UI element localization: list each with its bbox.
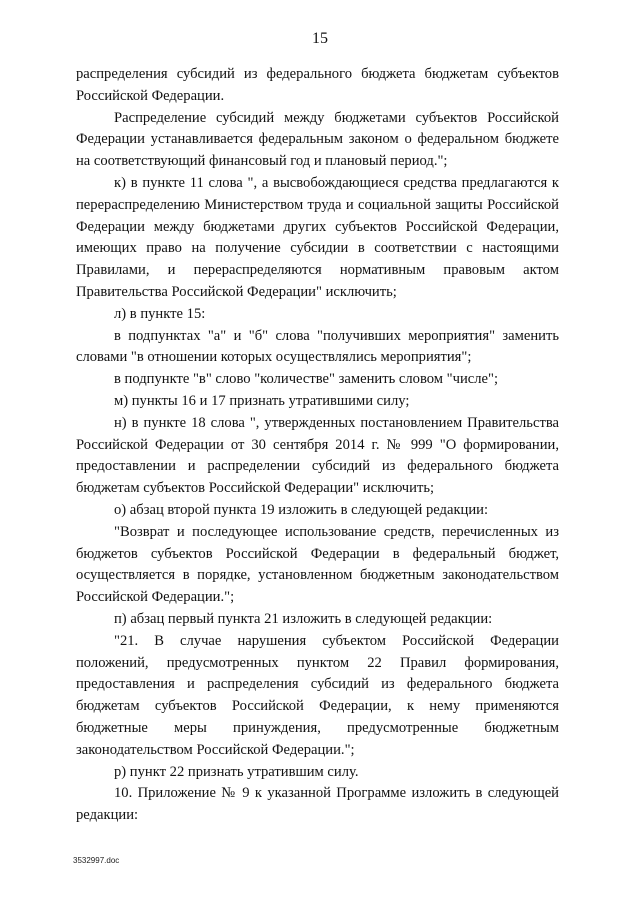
paragraph-quote-19: "Возврат и последующее использование средств, перечисленных из бюджетов субъектов Российской Федерации в федеральный бюджет, осуществляется в порядке, установленном бюджетным законодательством Российской Федерации."; (76, 523, 559, 606)
paragraph-distribution: Распределение субсидий между бюджетами субъектов Российской Федерации устанавливается федеральным законом о федеральном бюджете на соответствующий финансовый год и плановый период."; (76, 109, 559, 170)
paragraph-item-10: 10. Приложение № 9 к указанной Программе изложить в следующей редакции: (76, 785, 559, 824)
paragraph-quote-21: "21. В случае нарушения субъектом Российской Федерации положений, предусмотренных пунктом 22 Правил формирования, предоставления и распределения субсидий из федерального бюджета бюджетам субъектов Российской Федерации, к нему применяются бюджетные меры принуждения, предусмотренные бюджетным законодательством Российской Федерации."; (76, 632, 559, 758)
paragraph-item-n: н) в пункте 18 слова ", утвержденных постановлением Правительства Российской Федерации от 30 сентября 2014 г. № 999 "О формировании, предоставлении и распределении субсидий из федерального бюджета бюджетам субъектов Российской Федерации" исключить; (76, 414, 559, 497)
document-body (76, 64, 559, 827)
paragraph-item-m: м) пункты 16 и 17 признать утратившими силу; (114, 392, 410, 409)
page-number: 15 (312, 30, 328, 47)
paragraph-subitem-v: в подпункте "в" слово "количестве" заменить словом "числе"; (114, 371, 499, 388)
paragraph-item-o: о) абзац второй пункта 19 изложить в следующей редакции: (114, 501, 489, 518)
paragraph-continuation: распределения субсидий из федерального бюджета бюджетам субъектов Российской Федерации. (76, 66, 559, 104)
paragraph-item-k: к) в пункте 11 слова ", а высвобождающиеся средства предлагаются к перераспределению Министерством труда и социальной защиты Российской Федерации между бюджетами других субъектов Российской Федерации, имеющих право на получение субсидии в соответствии с настоящими Правилами, и перераспределяются нормативным правовым актом Правительства Российской Федерации" исключить; (76, 174, 559, 300)
paragraph-item-l: л) в пункте 15: (114, 305, 206, 322)
paragraph-item-p: п) абзац первый пункта 21 изложить в следующей редакции: (114, 610, 493, 627)
paragraph-subitems-a-b: в подпунктах "а" и "б" слова "получивших мероприятия" заменить словами "в отношении которых осуществлялись мероприятия"; (76, 327, 559, 366)
paragraph-item-r: р) пункт 22 признать утратившим силу. (114, 763, 359, 780)
footer-document-code: 3532997.doc (73, 856, 120, 865)
